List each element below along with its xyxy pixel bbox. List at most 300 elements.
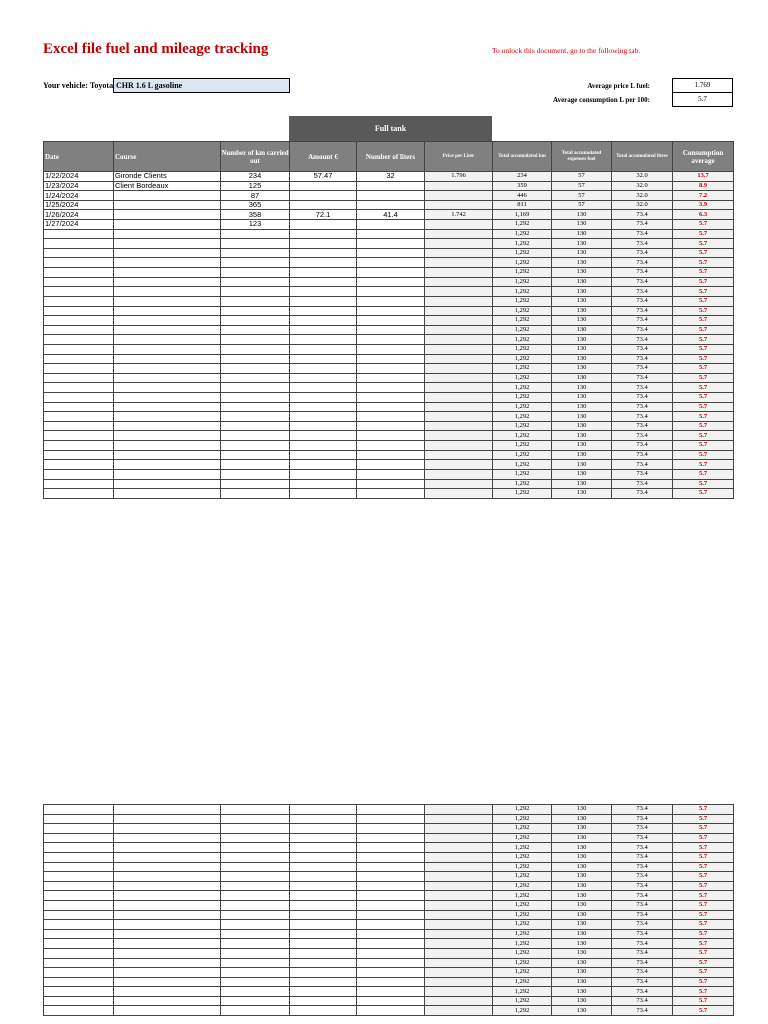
cell-amount[interactable] xyxy=(290,833,357,843)
cell-course[interactable] xyxy=(114,958,221,968)
cell-liters[interactable] xyxy=(357,939,425,949)
cell-km[interactable] xyxy=(221,852,290,862)
cell-date[interactable] xyxy=(44,296,114,306)
cell-liters[interactable] xyxy=(357,987,425,997)
cell-liters[interactable] xyxy=(357,469,425,479)
cell-date[interactable] xyxy=(44,373,114,383)
cell-amount[interactable] xyxy=(290,977,357,987)
cell-liters[interactable] xyxy=(357,335,425,345)
vehicle-field[interactable]: CHR 1.6 L gasoline xyxy=(113,78,290,93)
cell-amount[interactable] xyxy=(290,489,357,499)
cell-km[interactable]: 123 xyxy=(221,220,290,230)
cell-course[interactable] xyxy=(114,393,221,403)
cell-total-litres: 73.4 xyxy=(612,489,673,499)
cell-liters[interactable] xyxy=(357,910,425,920)
cell-amount[interactable] xyxy=(290,469,357,479)
cell-date[interactable] xyxy=(44,805,114,815)
cell-amount[interactable] xyxy=(290,316,357,326)
cell-liters[interactable] xyxy=(357,900,425,910)
cell-date[interactable] xyxy=(44,469,114,479)
cell-amount[interactable] xyxy=(290,220,357,230)
cell-date[interactable] xyxy=(44,460,114,470)
cell-km[interactable] xyxy=(221,920,290,930)
cell-liters[interactable] xyxy=(357,862,425,872)
cell-km[interactable] xyxy=(221,431,290,441)
cell-amount[interactable] xyxy=(290,987,357,997)
cell-liters[interactable] xyxy=(357,229,425,239)
table-row xyxy=(44,479,734,489)
cell-km[interactable]: 87 xyxy=(221,191,290,201)
cell-km[interactable] xyxy=(221,987,290,997)
table-row xyxy=(44,412,734,422)
cell-liters[interactable] xyxy=(357,296,425,306)
cell-amount[interactable] xyxy=(290,958,357,968)
cell-price xyxy=(425,325,493,335)
cell-km[interactable] xyxy=(221,325,290,335)
cell-liters[interactable] xyxy=(357,814,425,824)
cell-liters[interactable] xyxy=(357,191,425,201)
cell-amount[interactable] xyxy=(290,431,357,441)
cell-course[interactable] xyxy=(114,316,221,326)
cell-total-expenses: 130 xyxy=(552,268,612,278)
cell-date[interactable] xyxy=(44,977,114,987)
cell-course[interactable] xyxy=(114,843,221,853)
cell-course[interactable] xyxy=(114,373,221,383)
cell-km[interactable] xyxy=(221,996,290,1006)
cell-amount[interactable] xyxy=(290,968,357,978)
cell-course[interactable] xyxy=(114,489,221,499)
cell-amount[interactable] xyxy=(290,450,357,460)
cell-liters[interactable] xyxy=(357,968,425,978)
cell-amount[interactable] xyxy=(290,1006,357,1016)
cell-course[interactable] xyxy=(114,412,221,422)
cell-course[interactable] xyxy=(114,814,221,824)
cell-date[interactable] xyxy=(44,929,114,939)
cell-amount[interactable]: 72.1 xyxy=(290,210,357,220)
cell-course[interactable] xyxy=(114,296,221,306)
cell-course[interactable] xyxy=(114,910,221,920)
cell-date[interactable]: 1/22/2024 xyxy=(44,172,114,182)
cell-amount[interactable] xyxy=(290,200,357,210)
cell-date[interactable]: 1/24/2024 xyxy=(44,191,114,201)
cell-amount[interactable] xyxy=(290,872,357,882)
cell-price xyxy=(425,843,493,853)
cell-total-km: 1,292 xyxy=(493,968,552,978)
cell-date[interactable] xyxy=(44,441,114,451)
cell-course[interactable] xyxy=(114,306,221,316)
cell-date[interactable] xyxy=(44,306,114,316)
cell-liters[interactable] xyxy=(357,958,425,968)
cell-km[interactable] xyxy=(221,354,290,364)
cell-course[interactable] xyxy=(114,335,221,345)
cell-km[interactable] xyxy=(221,268,290,278)
cell-liters[interactable] xyxy=(357,1006,425,1016)
cell-liters[interactable] xyxy=(357,220,425,230)
cell-amount[interactable] xyxy=(290,239,357,249)
cell-amount[interactable] xyxy=(290,402,357,412)
cell-km[interactable] xyxy=(221,248,290,258)
cell-date[interactable] xyxy=(44,891,114,901)
cell-date[interactable] xyxy=(44,881,114,891)
cell-amount[interactable] xyxy=(290,344,357,354)
cell-date[interactable]: 1/26/2024 xyxy=(44,210,114,220)
cell-total-km: 1,292 xyxy=(493,489,552,499)
cell-course[interactable] xyxy=(114,939,221,949)
cell-course[interactable] xyxy=(114,354,221,364)
cell-course[interactable] xyxy=(114,479,221,489)
cell-amount[interactable] xyxy=(290,393,357,403)
cell-liters[interactable] xyxy=(357,316,425,326)
cell-km[interactable] xyxy=(221,460,290,470)
cell-date[interactable] xyxy=(44,229,114,239)
cell-liters[interactable] xyxy=(357,277,425,287)
cell-total-expenses: 130 xyxy=(552,977,612,987)
cell-km[interactable] xyxy=(221,306,290,316)
cell-km[interactable] xyxy=(221,229,290,239)
cell-km[interactable] xyxy=(221,881,290,891)
cell-course[interactable] xyxy=(114,460,221,470)
cell-km[interactable] xyxy=(221,824,290,834)
cell-km[interactable] xyxy=(221,910,290,920)
cell-liters[interactable]: 41.4 xyxy=(357,210,425,220)
cell-date[interactable] xyxy=(44,872,114,882)
cell-km[interactable] xyxy=(221,277,290,287)
table-row xyxy=(44,229,734,239)
cell-liters[interactable] xyxy=(357,929,425,939)
cell-course[interactable] xyxy=(114,805,221,815)
cell-liters[interactable] xyxy=(357,852,425,862)
cell-amount[interactable] xyxy=(290,843,357,853)
cell-date[interactable]: 1/23/2024 xyxy=(44,181,114,191)
cell-course[interactable] xyxy=(114,229,221,239)
cell-km[interactable] xyxy=(221,412,290,422)
cell-km[interactable] xyxy=(221,364,290,374)
cell-km[interactable]: 365 xyxy=(221,200,290,210)
cell-km[interactable]: 125 xyxy=(221,181,290,191)
cell-km[interactable]: 234 xyxy=(221,172,290,182)
cell-km[interactable] xyxy=(221,479,290,489)
cell-date[interactable] xyxy=(44,910,114,920)
cell-km[interactable] xyxy=(221,843,290,853)
cell-price xyxy=(425,450,493,460)
cell-course[interactable] xyxy=(114,1006,221,1016)
cell-date[interactable] xyxy=(44,258,114,268)
cell-course[interactable] xyxy=(114,977,221,987)
cell-liters[interactable] xyxy=(357,239,425,249)
cell-course[interactable]: Gironde Clients xyxy=(114,172,221,182)
cell-amount[interactable] xyxy=(290,191,357,201)
cell-km[interactable] xyxy=(221,383,290,393)
cell-liters[interactable] xyxy=(357,479,425,489)
cell-km[interactable] xyxy=(221,939,290,949)
cell-date[interactable] xyxy=(44,987,114,997)
cell-course[interactable] xyxy=(114,421,221,431)
cell-date[interactable] xyxy=(44,344,114,354)
cell-amount[interactable] xyxy=(290,421,357,431)
cell-liters[interactable] xyxy=(357,881,425,891)
cell-amount[interactable] xyxy=(290,939,357,949)
cell-date[interactable]: 1/25/2024 xyxy=(44,200,114,210)
cell-km[interactable] xyxy=(221,344,290,354)
cell-course[interactable] xyxy=(114,996,221,1006)
cell-date[interactable] xyxy=(44,968,114,978)
cell-amount[interactable] xyxy=(290,181,357,191)
cell-amount[interactable] xyxy=(290,862,357,872)
cell-liters[interactable] xyxy=(357,306,425,316)
cell-liters[interactable] xyxy=(357,805,425,815)
cell-liters[interactable] xyxy=(357,421,425,431)
cell-liters[interactable] xyxy=(357,258,425,268)
cell-date[interactable] xyxy=(44,421,114,431)
cell-date[interactable] xyxy=(44,450,114,460)
cell-liters[interactable] xyxy=(357,383,425,393)
cell-liters[interactable] xyxy=(357,354,425,364)
cell-liters[interactable] xyxy=(357,181,425,191)
cell-date[interactable] xyxy=(44,383,114,393)
cell-date[interactable] xyxy=(44,479,114,489)
cell-date[interactable] xyxy=(44,393,114,403)
cell-amount[interactable] xyxy=(290,306,357,316)
cell-liters[interactable] xyxy=(357,833,425,843)
cell-liters[interactable] xyxy=(357,402,425,412)
cell-km[interactable] xyxy=(221,402,290,412)
cell-amount[interactable] xyxy=(290,891,357,901)
cell-course[interactable] xyxy=(114,402,221,412)
cell-amount[interactable] xyxy=(290,996,357,1006)
cell-date[interactable] xyxy=(44,920,114,930)
cell-km[interactable] xyxy=(221,814,290,824)
cell-liters[interactable] xyxy=(357,373,425,383)
cell-km[interactable] xyxy=(221,489,290,499)
cell-amount[interactable] xyxy=(290,229,357,239)
cell-course[interactable] xyxy=(114,862,221,872)
cell-km[interactable]: 358 xyxy=(221,210,290,220)
cell-km[interactable] xyxy=(221,891,290,901)
cell-amount[interactable]: 57.47 xyxy=(290,172,357,182)
cell-km[interactable] xyxy=(221,441,290,451)
cell-amount[interactable] xyxy=(290,460,357,470)
header-total-expenses: Total accumulated expenses fuel xyxy=(552,142,612,172)
cell-liters[interactable] xyxy=(357,450,425,460)
cell-amount[interactable] xyxy=(290,296,357,306)
cell-km[interactable] xyxy=(221,373,290,383)
cell-course[interactable] xyxy=(114,239,221,249)
cell-date[interactable] xyxy=(44,354,114,364)
cell-km[interactable] xyxy=(221,296,290,306)
cell-km[interactable] xyxy=(221,421,290,431)
cell-liters[interactable] xyxy=(357,431,425,441)
cell-total-km: 1,292 xyxy=(493,977,552,987)
cell-date[interactable] xyxy=(44,996,114,1006)
cell-amount[interactable] xyxy=(290,258,357,268)
cell-amount[interactable] xyxy=(290,268,357,278)
cell-date[interactable] xyxy=(44,277,114,287)
cell-course[interactable] xyxy=(114,191,221,201)
cell-date[interactable] xyxy=(44,862,114,872)
cell-km[interactable] xyxy=(221,393,290,403)
cell-km[interactable] xyxy=(221,316,290,326)
cell-amount[interactable] xyxy=(290,910,357,920)
header-total-km: Total accumulated km xyxy=(493,142,552,172)
cell-km[interactable] xyxy=(221,833,290,843)
cell-liters[interactable] xyxy=(357,460,425,470)
cell-date[interactable] xyxy=(44,402,114,412)
cell-amount[interactable] xyxy=(290,479,357,489)
cell-amount[interactable] xyxy=(290,805,357,815)
cell-date[interactable] xyxy=(44,335,114,345)
cell-total-km: 1,292 xyxy=(493,268,552,278)
table-row xyxy=(44,421,734,431)
cell-liters[interactable]: 32 xyxy=(357,172,425,182)
cell-course[interactable] xyxy=(114,900,221,910)
cell-liters[interactable] xyxy=(357,824,425,834)
cell-date[interactable] xyxy=(44,824,114,834)
cell-liters[interactable] xyxy=(357,920,425,930)
cell-liters[interactable] xyxy=(357,441,425,451)
cell-course[interactable]: Client Bordeaux xyxy=(114,181,221,191)
cell-date[interactable] xyxy=(44,843,114,853)
cell-km[interactable] xyxy=(221,872,290,882)
cell-course[interactable] xyxy=(114,872,221,882)
cell-amount[interactable] xyxy=(290,287,357,297)
cell-km[interactable] xyxy=(221,805,290,815)
cell-course[interactable] xyxy=(114,383,221,393)
cell-km[interactable] xyxy=(221,862,290,872)
cell-date[interactable] xyxy=(44,287,114,297)
cell-amount[interactable] xyxy=(290,354,357,364)
cell-date[interactable] xyxy=(44,412,114,422)
cell-date[interactable] xyxy=(44,900,114,910)
cell-date[interactable] xyxy=(44,248,114,258)
cell-date[interactable] xyxy=(44,489,114,499)
cell-amount[interactable] xyxy=(290,920,357,930)
cell-amount[interactable] xyxy=(290,948,357,958)
cell-date[interactable] xyxy=(44,364,114,374)
cell-course[interactable] xyxy=(114,220,221,230)
cell-km[interactable] xyxy=(221,977,290,987)
cell-course[interactable] xyxy=(114,344,221,354)
cell-course[interactable] xyxy=(114,200,221,210)
cell-liters[interactable] xyxy=(357,325,425,335)
cell-course[interactable] xyxy=(114,891,221,901)
cell-course[interactable] xyxy=(114,833,221,843)
cell-course[interactable] xyxy=(114,948,221,958)
cell-amount[interactable] xyxy=(290,364,357,374)
cell-course[interactable] xyxy=(114,824,221,834)
cell-course[interactable] xyxy=(114,268,221,278)
cell-km[interactable] xyxy=(221,968,290,978)
cell-course[interactable] xyxy=(114,881,221,891)
cell-consumption: 5.7 xyxy=(673,977,734,987)
cell-course[interactable] xyxy=(114,441,221,451)
cell-date[interactable] xyxy=(44,431,114,441)
cell-km[interactable] xyxy=(221,258,290,268)
cell-course[interactable] xyxy=(114,277,221,287)
cell-amount[interactable] xyxy=(290,335,357,345)
cell-date[interactable] xyxy=(44,325,114,335)
cell-course[interactable] xyxy=(114,987,221,997)
cell-km[interactable] xyxy=(221,287,290,297)
cell-date[interactable] xyxy=(44,814,114,824)
cell-km[interactable] xyxy=(221,335,290,345)
cell-km[interactable] xyxy=(221,450,290,460)
cell-date[interactable] xyxy=(44,239,114,249)
cell-liters[interactable] xyxy=(357,248,425,258)
cell-liters[interactable] xyxy=(357,364,425,374)
cell-amount[interactable] xyxy=(290,852,357,862)
cell-course[interactable] xyxy=(114,431,221,441)
cell-km[interactable] xyxy=(221,948,290,958)
cell-amount[interactable] xyxy=(290,824,357,834)
cell-amount[interactable] xyxy=(290,383,357,393)
cell-course[interactable] xyxy=(114,450,221,460)
cell-course[interactable] xyxy=(114,248,221,258)
cell-course[interactable] xyxy=(114,287,221,297)
cell-liters[interactable] xyxy=(357,412,425,422)
cell-km[interactable] xyxy=(221,469,290,479)
cell-course[interactable] xyxy=(114,920,221,930)
cell-date[interactable] xyxy=(44,958,114,968)
cell-date[interactable] xyxy=(44,948,114,958)
cell-liters[interactable] xyxy=(357,393,425,403)
cell-km[interactable] xyxy=(221,1006,290,1016)
cell-amount[interactable] xyxy=(290,277,357,287)
cell-date[interactable] xyxy=(44,852,114,862)
cell-amount[interactable] xyxy=(290,373,357,383)
cell-date[interactable] xyxy=(44,833,114,843)
cell-amount[interactable] xyxy=(290,814,357,824)
cell-consumption: 5.7 xyxy=(673,287,734,297)
cell-liters[interactable] xyxy=(357,268,425,278)
cell-course[interactable] xyxy=(114,929,221,939)
cell-amount[interactable] xyxy=(290,412,357,422)
cell-date[interactable] xyxy=(44,316,114,326)
cell-amount[interactable] xyxy=(290,881,357,891)
cell-km[interactable] xyxy=(221,239,290,249)
cell-amount[interactable] xyxy=(290,441,357,451)
cell-course[interactable] xyxy=(114,364,221,374)
cell-km[interactable] xyxy=(221,929,290,939)
cell-date[interactable]: 1/27/2024 xyxy=(44,220,114,230)
cell-date[interactable] xyxy=(44,1006,114,1016)
cell-liters[interactable] xyxy=(357,200,425,210)
cell-course[interactable] xyxy=(114,210,221,220)
cell-liters[interactable] xyxy=(357,948,425,958)
cell-liters[interactable] xyxy=(357,489,425,499)
cell-course[interactable] xyxy=(114,258,221,268)
cell-liters[interactable] xyxy=(357,287,425,297)
cell-liters[interactable] xyxy=(357,843,425,853)
cell-course[interactable] xyxy=(114,469,221,479)
cell-course[interactable] xyxy=(114,852,221,862)
cell-consumption: 5.7 xyxy=(673,364,734,374)
cell-liters[interactable] xyxy=(357,891,425,901)
cell-amount[interactable] xyxy=(290,325,357,335)
cell-course[interactable] xyxy=(114,968,221,978)
cell-km[interactable] xyxy=(221,900,290,910)
cell-liters[interactable] xyxy=(357,872,425,882)
cell-liters[interactable] xyxy=(357,996,425,1006)
cell-date[interactable] xyxy=(44,939,114,949)
cell-date[interactable] xyxy=(44,268,114,278)
cell-course[interactable] xyxy=(114,325,221,335)
cell-amount[interactable] xyxy=(290,900,357,910)
cell-amount[interactable] xyxy=(290,929,357,939)
cell-liters[interactable] xyxy=(357,344,425,354)
cell-km[interactable] xyxy=(221,958,290,968)
cell-liters[interactable] xyxy=(357,977,425,987)
cell-amount[interactable] xyxy=(290,248,357,258)
